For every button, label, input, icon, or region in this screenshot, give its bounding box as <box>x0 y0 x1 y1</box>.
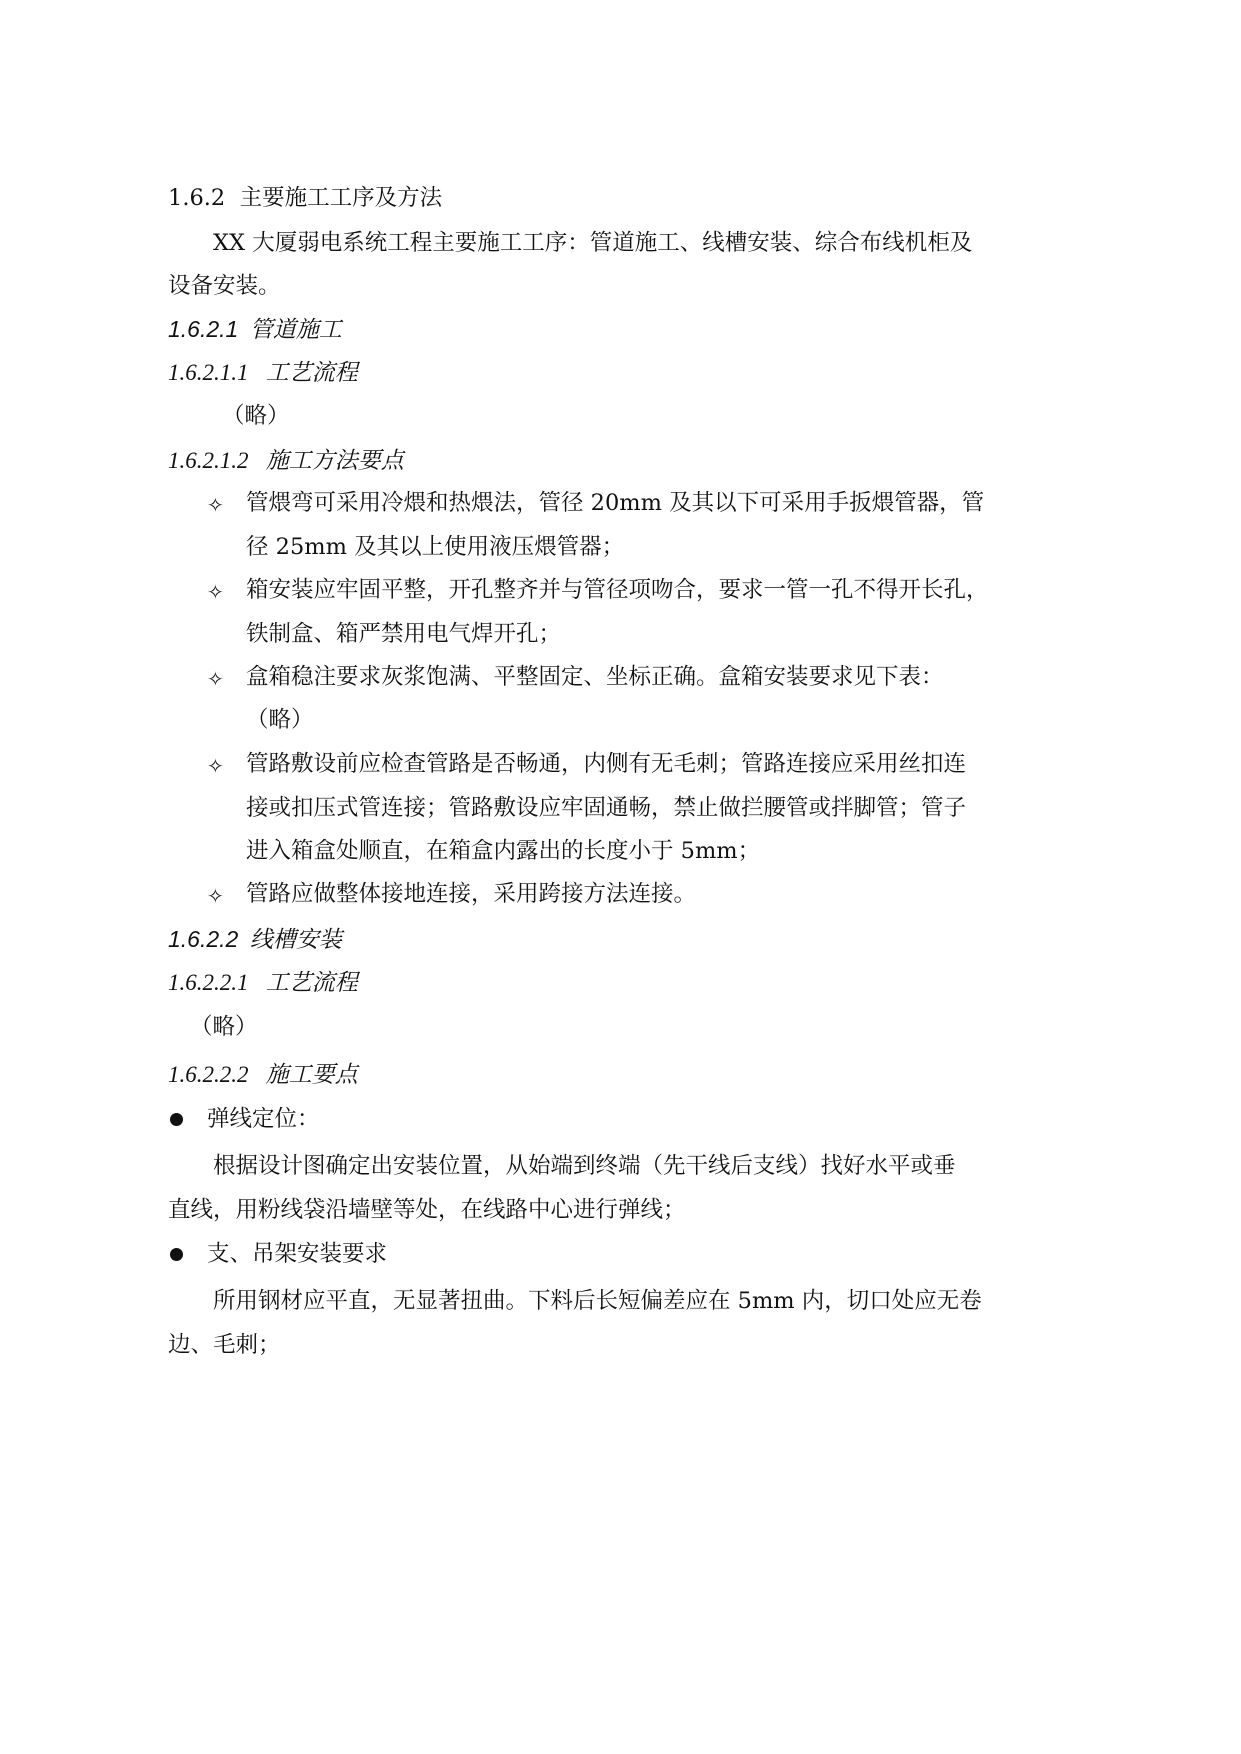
subsubsection-title: 施工方法要点 <box>265 448 404 473</box>
point-1-line-2: 直线，用粉线袋沿墙壁等处，在线路中心进行弹线； <box>168 1197 686 1223</box>
point-1-label: 弹线定位： <box>207 1106 320 1132</box>
intro-line-1: XX 大厦弱电系统工程主要施工工序：管道施工、线槽安装、综合布线机柜及 <box>213 230 973 256</box>
method-item-4-line-2: 接或扣压式管连接；管路敷设应牢固通畅，禁止做拦腰管或拌脚管；管子 <box>246 795 967 821</box>
subsection-title: 管道施工 <box>249 317 342 342</box>
subsubsection-heading-trunk-points <box>168 1060 358 1090</box>
filled-circle-bullet-icon <box>170 1248 183 1261</box>
subsection-number: 1.6.2.1 <box>168 316 239 342</box>
point-2-line-1: 所用钢材应平直，无显著扭曲。下料后长短偏差应在 5mm 内，切口处应无卷 <box>213 1288 982 1314</box>
method-item-1-line-1: 管煨弯可采用冷煨和热煨法，管径 20mm 及其以下可采用手扳煨管器，管 <box>246 490 985 516</box>
subsubsection-number: 1.6.2.2.1 <box>168 970 249 995</box>
pipe-flow-content: （略） <box>222 403 290 429</box>
section-title: 主要施工工序及方法 <box>239 185 443 211</box>
section-number: 1.6.2 <box>168 185 226 211</box>
subsection-heading-pipe <box>168 314 342 345</box>
method-item-5-line-1: 管路应做整体接地连接，采用跨接方法连接。 <box>246 881 697 907</box>
subsubsection-number: 1.6.2.2.2 <box>168 1062 249 1087</box>
sparkle-bullet-icon: ✧ <box>207 884 224 908</box>
subsection-title: 线槽安装 <box>249 927 342 952</box>
subsubsection-number: 1.6.2.1.2 <box>168 448 249 473</box>
method-item-3-line-1: 盒箱稳注要求灰浆饱满、平整固定、坐标正确。盒箱安装要求见下表： <box>246 664 944 690</box>
intro-line-2: 设备安装。 <box>168 273 281 299</box>
subsection-number: 1.6.2.2 <box>168 926 239 952</box>
subsubsection-heading-pipe-method <box>168 446 404 476</box>
method-item-3-line-2: （略） <box>246 707 314 733</box>
method-item-2-line-2: 铁制盒、箱严禁用电气焊开孔； <box>246 621 562 647</box>
point-2-label: 支、吊架安装要求 <box>207 1241 388 1267</box>
sparkle-bullet-icon: ✧ <box>207 493 224 517</box>
method-item-4-line-3: 进入箱盒处顺直，在箱盒内露出的长度小于 5mm； <box>246 838 761 864</box>
subsubsection-heading-pipe-flow <box>168 358 358 388</box>
filled-circle-bullet-icon <box>170 1113 183 1126</box>
subsubsection-number: 1.6.2.1.1 <box>168 360 249 385</box>
subsection-heading-trunk <box>168 924 342 955</box>
point-2-line-2: 边、毛刺； <box>168 1332 281 1358</box>
subsubsection-heading-trunk-flow <box>168 968 358 998</box>
trunk-flow-content: （略） <box>190 1014 258 1040</box>
sparkle-bullet-icon: ✧ <box>207 667 224 691</box>
method-item-1-line-2: 径 25mm 及其以上使用液压煨管器； <box>246 534 625 560</box>
sparkle-bullet-icon: ✧ <box>207 580 224 604</box>
subsubsection-title: 施工要点 <box>265 1062 358 1087</box>
point-1-line-1: 根据设计图确定出安装位置，从始端到终端（先干线后支线）找好水平或垂 <box>213 1153 956 1179</box>
method-item-4-line-1: 管路敷设前应检查管路是否畅通，内侧有无毛刺；管路连接应采用丝扣连 <box>246 751 967 777</box>
section-heading <box>168 183 442 213</box>
method-item-2-line-1: 箱安装应牢固平整，开孔整齐并与管径项吻合，要求一管一孔不得开长孔， <box>246 577 989 603</box>
sparkle-bullet-icon: ✧ <box>207 754 224 778</box>
subsubsection-title: 工艺流程 <box>265 360 358 385</box>
subsubsection-title: 工艺流程 <box>265 970 358 995</box>
